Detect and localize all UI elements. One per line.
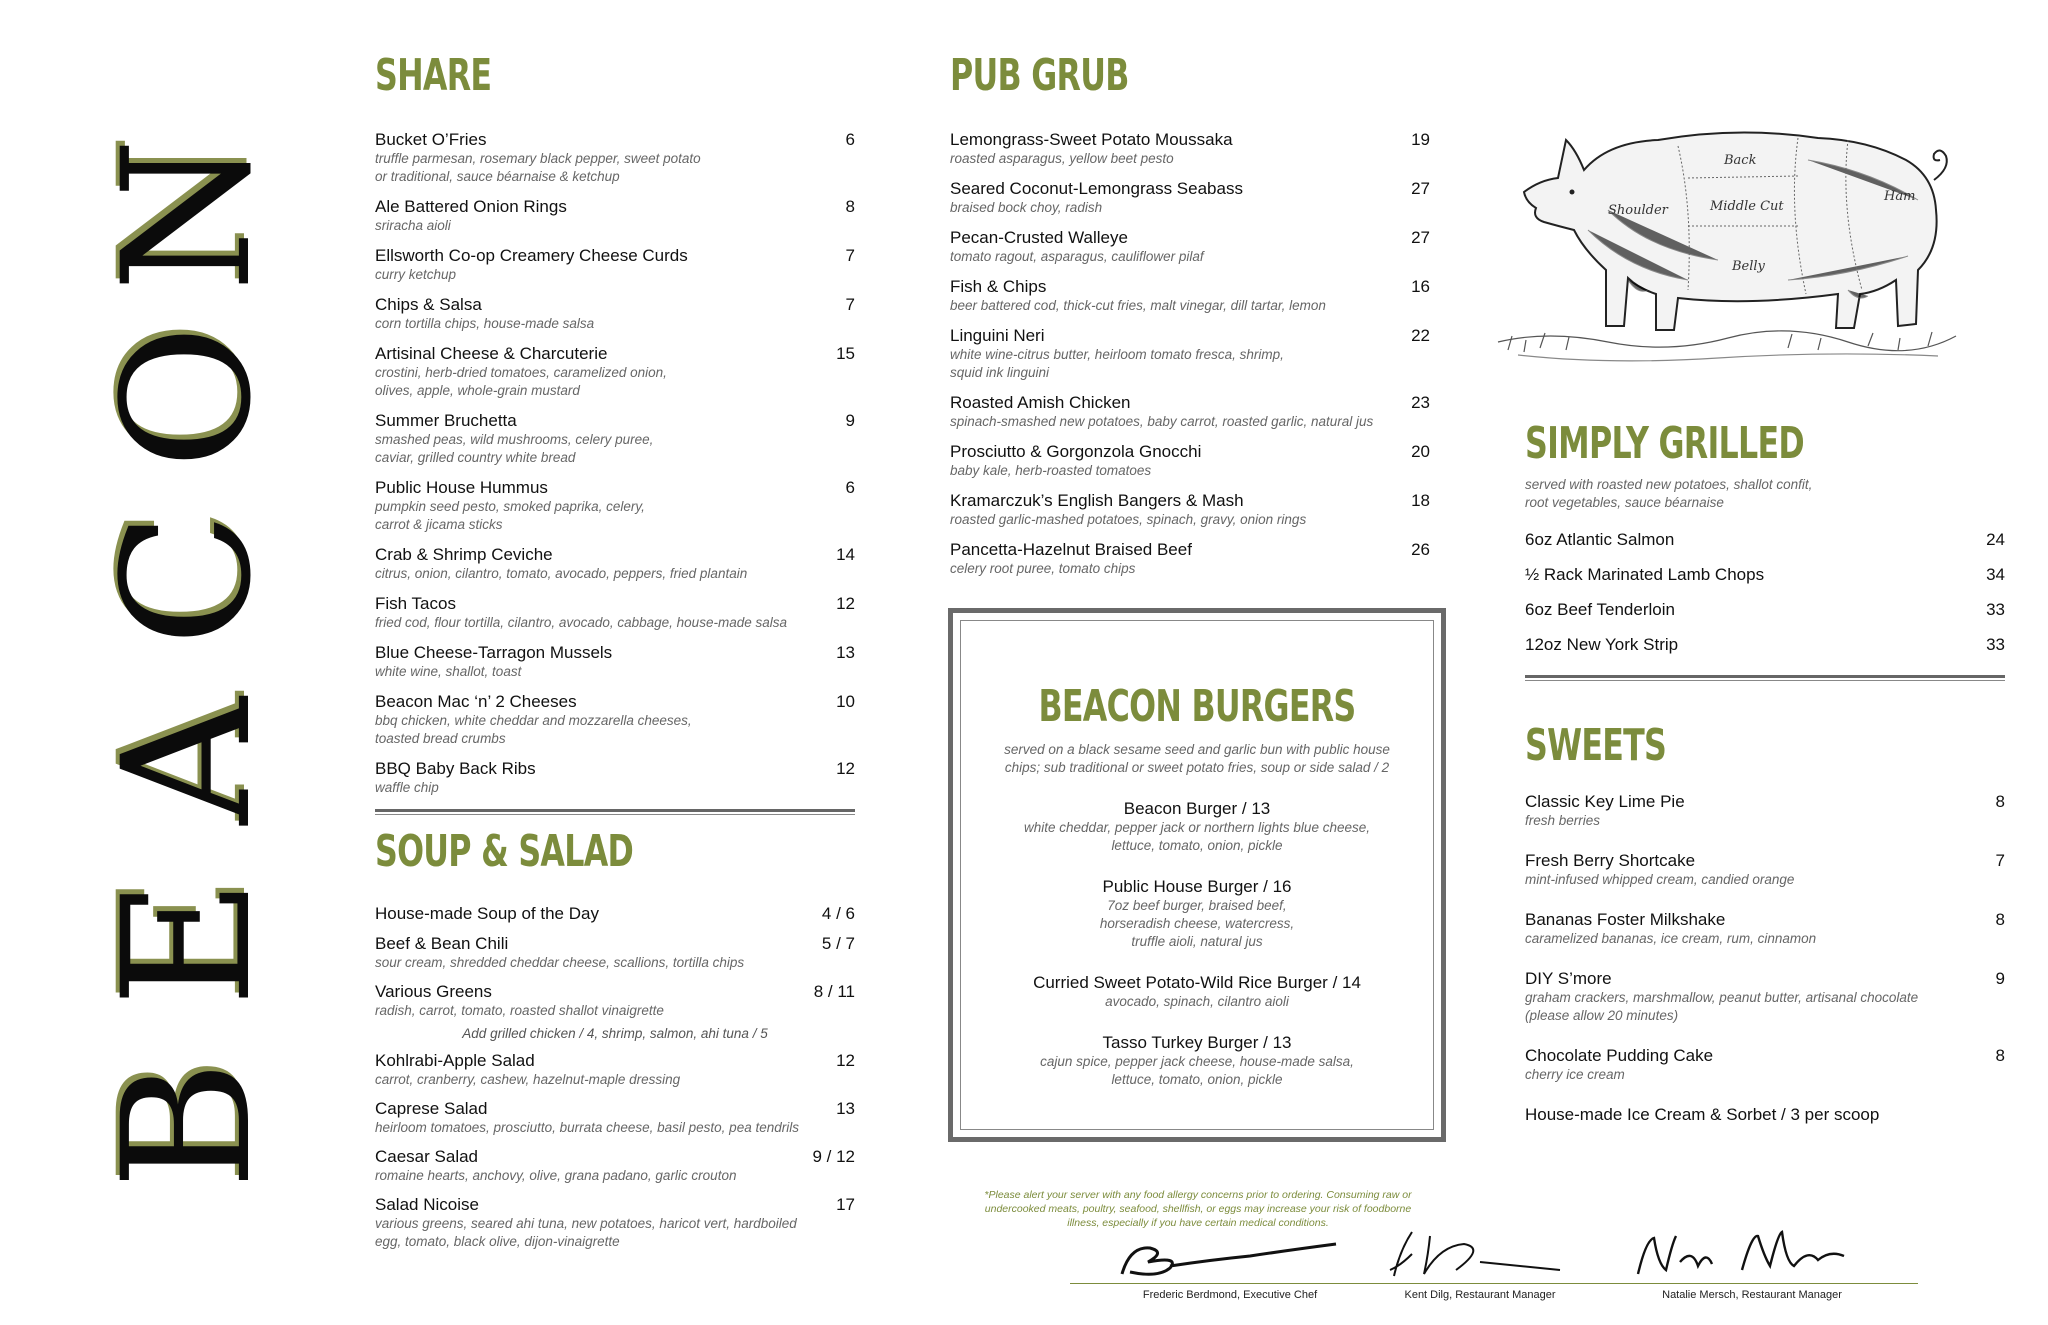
item-desc: mint-infused whipped cream, candied orange bbox=[1525, 872, 1795, 888]
menu-item bbox=[950, 130, 1430, 168]
item-price: 8 bbox=[1995, 910, 2005, 930]
cut-label-ham: Ham bbox=[1884, 189, 1916, 204]
menu-item bbox=[375, 1195, 855, 1251]
brand-wordmark bbox=[85, 130, 290, 1210]
item-name: Chips & Salsa bbox=[375, 295, 482, 315]
item-price: 24 bbox=[1986, 530, 2005, 550]
item-price: 12 bbox=[836, 1051, 855, 1071]
brand-letter: O bbox=[85, 324, 290, 470]
item-price: 7 bbox=[845, 295, 855, 315]
item-price: 13 bbox=[836, 1099, 855, 1119]
item-desc: beer battered cod, thick-cut fries, malt vinegar, dill tartar, lemon bbox=[950, 298, 1326, 314]
brand-letter: C bbox=[85, 511, 290, 647]
item-price: 13 bbox=[836, 643, 855, 663]
item-price: 8 bbox=[845, 197, 855, 217]
menu-item bbox=[950, 228, 1430, 266]
burger-name: Tasso Turkey Burger / 13 bbox=[1102, 1033, 1292, 1053]
signature-caption: Frederic Berdmond, Executive Chef bbox=[1142, 1289, 1318, 1301]
burger-desc: 7oz beef burger, braised beef, horseradish cheese, watercress, truffle aioli, natural jus bbox=[1099, 898, 1295, 950]
menu-item bbox=[375, 1099, 855, 1137]
item-name: Kramarczuk’s English Bangers & Mash bbox=[950, 491, 1244, 511]
pub-grub-list bbox=[950, 130, 1430, 578]
item-desc: fried cod, flour tortilla, cilantro, avocado, cabbage, house-made salsa bbox=[375, 615, 787, 631]
menu-item bbox=[1525, 792, 2005, 830]
burgers-title: BEACON BURGERS bbox=[1038, 681, 1356, 732]
item-price: 6 bbox=[845, 130, 855, 150]
pig-eye bbox=[1570, 190, 1575, 195]
menu-item bbox=[1525, 565, 2005, 585]
menu-item bbox=[375, 1051, 855, 1089]
item-desc: bbq chicken, white cheddar and mozzarella cheeses, toasted bread crumbs bbox=[375, 713, 692, 747]
pig-tail bbox=[1934, 150, 1947, 180]
menu-item bbox=[1525, 1046, 2005, 1084]
burger-desc: white cheddar, pepper jack or northern lights blue cheese, lettuce, tomato, onion, pickle bbox=[1024, 820, 1370, 854]
menu-item bbox=[950, 277, 1430, 315]
item-name: Kohlrabi-Apple Salad bbox=[375, 1051, 535, 1071]
item-desc: fresh berries bbox=[1525, 813, 1601, 829]
item-price: 26 bbox=[1411, 540, 1430, 560]
item-desc: truffle parmesan, rosemary black pepper, sweet potato or traditional, sauce béarnaise & ketchup bbox=[375, 151, 701, 185]
item-name: Artisinal Cheese & Charcuterie bbox=[375, 344, 608, 364]
item-desc: curry ketchup bbox=[375, 267, 457, 283]
item-name: House-made Soup of the Day bbox=[375, 904, 599, 924]
item-desc: smashed peas, wild mushrooms, celery puree, caviar, grilled country white bread bbox=[375, 432, 654, 466]
item-desc: tomato ragout, asparagus, cauliflower pilaf bbox=[950, 249, 1204, 265]
menu-item bbox=[950, 326, 1430, 382]
item-price: 33 bbox=[1986, 635, 2005, 655]
item-name: Caprese Salad bbox=[375, 1099, 488, 1119]
item-price: 8 bbox=[1995, 792, 2005, 812]
cut-label-belly: Belly bbox=[1732, 259, 1765, 274]
item-desc: white wine-citrus butter, heirloom tomato fresca, shrimp, squid ink linguini bbox=[950, 347, 1284, 381]
cut-label-shoulder: Shoulder bbox=[1608, 203, 1668, 218]
item-name: Fresh Berry Shortcake bbox=[1525, 851, 1696, 871]
item-name: DIY S’more bbox=[1525, 969, 1612, 989]
item-price: 15 bbox=[836, 344, 855, 364]
item-name: Classic Key Lime Pie bbox=[1525, 792, 1685, 812]
burgers-note: served on a black sesame seed and garlic bun with public house chips; sub traditional or sweet potato fries, soup or side salad / 2 bbox=[1004, 742, 1390, 776]
item-price: 8 / 11 bbox=[813, 982, 855, 1002]
item-desc: crostini, herb-dried tomatoes, caramelized onion, olives, apple, whole-grain mustard bbox=[375, 365, 667, 399]
burger-name: Beacon Burger / 13 bbox=[1123, 799, 1271, 819]
simply-grilled-note: served with roasted new potatoes, shallot confit, root vegetables, sauce béarnaise bbox=[1525, 477, 1813, 511]
sweets-title: SWEETS bbox=[1525, 720, 1667, 771]
item-price: 27 bbox=[1411, 228, 1430, 248]
item-desc: roasted asparagus, yellow beet pesto bbox=[950, 151, 1174, 167]
cut-label-middle-cut: Middle Cut bbox=[1710, 199, 1784, 214]
brand-letter: E bbox=[85, 878, 290, 1008]
item-desc: celery root puree, tomato chips bbox=[950, 561, 1136, 577]
menu-item bbox=[950, 540, 1430, 578]
burger-item bbox=[961, 1033, 1433, 1089]
menu-item bbox=[950, 179, 1430, 217]
share-section bbox=[375, 52, 855, 815]
item-name: Ale Battered Onion Rings bbox=[375, 197, 567, 217]
brand-letter: N bbox=[85, 138, 290, 292]
burger-desc: avocado, spinach, cilantro aioli bbox=[1105, 994, 1289, 1010]
sweets-section bbox=[1525, 722, 2005, 1125]
simply-grilled-list bbox=[1525, 530, 2005, 655]
menu-item bbox=[950, 491, 1430, 529]
item-desc: baby kale, herb-roasted tomatoes bbox=[950, 463, 1152, 479]
menu-item bbox=[375, 478, 855, 534]
item-desc: spinach-smashed new potatoes, baby carrot, roasted garlic, natural jus bbox=[950, 414, 1374, 430]
item-name: Fish & Chips bbox=[950, 277, 1047, 297]
item-desc: sriracha aioli bbox=[375, 218, 451, 234]
item-name: BBQ Baby Back Ribs bbox=[375, 759, 536, 779]
menu-item bbox=[375, 1147, 855, 1185]
item-name: Prosciutto & Gorgonzola Gnocchi bbox=[950, 442, 1202, 462]
item-addon: Add grilled chicken / 4, shrimp, salmon, ahi tuna / 5 bbox=[462, 1026, 768, 1042]
item-price: 10 bbox=[836, 692, 855, 712]
burger-desc: cajun spice, pepper jack cheese, house-made salsa, lettuce, tomato, onion, pickle bbox=[1040, 1054, 1354, 1088]
cut-label-back: Back bbox=[1724, 153, 1757, 168]
item-price: 23 bbox=[1411, 393, 1430, 413]
menu-item bbox=[375, 643, 855, 681]
item-price: 9 bbox=[1995, 969, 2005, 989]
item-price: 7 bbox=[845, 246, 855, 266]
item-desc: carrot, cranberry, cashew, hazelnut-maple dressing bbox=[375, 1072, 681, 1088]
item-name: Bananas Foster Milkshake bbox=[1525, 910, 1726, 930]
signature-manager-1 bbox=[1360, 1226, 1600, 1284]
item-name: 6oz Atlantic Salmon bbox=[1525, 530, 1675, 550]
allergy-disclaimer: *Please alert your server with any food allergy concerns prior to ordering. Consuming raw or undercooked meats, poultry, seafood, shellfish, or eggs may increase your risk of foodborne illness, especially if you have certain medical conditions. bbox=[984, 1189, 1412, 1229]
item-name: Beef & Bean Chili bbox=[375, 934, 509, 954]
burger-item bbox=[961, 973, 1433, 1011]
item-price: 5 / 7 bbox=[821, 934, 855, 954]
item-price: 17 bbox=[836, 1195, 855, 1215]
item-price: 6 bbox=[845, 478, 855, 498]
sweets-list bbox=[1525, 792, 2005, 1084]
item-name: Fish Tacos bbox=[375, 594, 456, 614]
burger-name: Curried Sweet Potato-Wild Rice Burger / 14 bbox=[1033, 973, 1361, 993]
menu-item bbox=[375, 934, 855, 972]
item-name: Pancetta-Hazelnut Braised Beef bbox=[950, 540, 1192, 560]
item-name: Bucket O’Fries bbox=[375, 130, 487, 150]
section-divider bbox=[1525, 675, 2005, 681]
item-desc: pumpkin seed pesto, smoked paprika, celery, carrot & jicama sticks bbox=[375, 499, 645, 533]
item-name: Public House Hummus bbox=[375, 478, 548, 498]
burgers-box bbox=[948, 608, 1446, 1142]
item-price: 34 bbox=[1986, 565, 2005, 585]
item-name: Lemongrass-Sweet Potato Moussaka bbox=[950, 130, 1233, 150]
menu-item bbox=[1525, 530, 2005, 550]
item-name: 6oz Beef Tenderloin bbox=[1525, 600, 1675, 620]
item-price: 4 / 6 bbox=[821, 904, 855, 924]
signature-caption: Kent Dilg, Restaurant Manager bbox=[1404, 1289, 1556, 1301]
item-name: Chocolate Pudding Cake bbox=[1525, 1046, 1714, 1066]
menu-item bbox=[375, 295, 855, 333]
item-name: Salad Nicoise bbox=[375, 1195, 479, 1215]
item-desc: white wine, shallot, toast bbox=[375, 664, 522, 680]
menu-item bbox=[375, 130, 855, 186]
menu-item bbox=[1525, 969, 2005, 1025]
burger-name: Public House Burger / 16 bbox=[1102, 877, 1292, 897]
item-price: 12 bbox=[836, 759, 855, 779]
item-desc: various greens, seared ahi tuna, new potatoes, haricot vert, hardboiled egg, tomato, black olive, dijon-vinaigrette bbox=[375, 1216, 797, 1250]
item-price: 18 bbox=[1411, 491, 1430, 511]
menu-item bbox=[375, 982, 855, 1041]
menu-item bbox=[950, 442, 1430, 480]
simply-grilled-title: SIMPLY GRILLED bbox=[1525, 418, 1804, 469]
sweets-extra-item: House-made Ice Cream & Sorbet / 3 per scoop bbox=[1525, 1105, 1880, 1125]
item-price: 8 bbox=[1995, 1046, 2005, 1066]
item-price: 9 / 12 bbox=[812, 1147, 855, 1167]
item-name: Summer Bruchetta bbox=[375, 411, 517, 431]
signature-caption: Natalie Mersch, Restaurant Manager bbox=[1662, 1289, 1842, 1301]
soup-salad-list bbox=[375, 904, 855, 1251]
menu-item bbox=[375, 904, 855, 924]
item-price: 9 bbox=[845, 411, 855, 431]
item-desc: roasted garlic-mashed potatoes, spinach, gravy, onion rings bbox=[950, 512, 1307, 528]
item-desc: sour cream, shredded cheddar cheese, scallions, tortilla chips bbox=[375, 955, 745, 971]
item-name: Beacon Mac ‘n’ 2 Cheeses bbox=[375, 692, 577, 712]
signature-chef bbox=[1110, 1226, 1350, 1284]
burger-item bbox=[961, 799, 1433, 855]
menu-item bbox=[375, 246, 855, 284]
item-price: 14 bbox=[836, 545, 855, 565]
share-list bbox=[375, 130, 855, 797]
section-divider bbox=[375, 809, 855, 815]
signature-manager-2 bbox=[1632, 1226, 1872, 1284]
menu-item bbox=[375, 545, 855, 583]
item-desc: citrus, onion, cilantro, tomato, avocado, peppers, fried plantain bbox=[375, 566, 748, 582]
item-name: Seared Coconut-Lemongrass Seabass bbox=[950, 179, 1243, 199]
pub-grub-title: PUB GRUB bbox=[950, 50, 1129, 101]
soup-salad-section bbox=[375, 828, 855, 1261]
item-price: 19 bbox=[1411, 130, 1430, 150]
item-name: Blue Cheese-Tarragon Mussels bbox=[375, 643, 613, 663]
item-name: Ellsworth Co-op Creamery Cheese Curds bbox=[375, 246, 688, 266]
brand-letter: B bbox=[85, 1060, 290, 1190]
burger-item bbox=[961, 877, 1433, 951]
item-price: 27 bbox=[1411, 179, 1430, 199]
burgers-inner-frame bbox=[960, 620, 1434, 1130]
menu-item bbox=[1525, 635, 2005, 655]
item-price: 12 bbox=[836, 594, 855, 614]
ground-grass bbox=[1498, 331, 1956, 361]
menu-item bbox=[375, 197, 855, 235]
brand-letter: A bbox=[85, 697, 290, 825]
menu-item bbox=[375, 594, 855, 632]
menu-item bbox=[1525, 851, 2005, 889]
simply-grilled-section bbox=[1525, 420, 2005, 681]
item-desc: cherry ice cream bbox=[1525, 1067, 1625, 1083]
item-name: Pecan-Crusted Walleye bbox=[950, 228, 1128, 248]
pig-cuts-illustration bbox=[1488, 80, 1960, 380]
menu-item bbox=[375, 344, 855, 400]
menu-item bbox=[1525, 600, 2005, 620]
item-name: Linguini Neri bbox=[950, 326, 1045, 346]
menu-item bbox=[375, 692, 855, 748]
item-desc: heirloom tomatoes, prosciutto, burrata cheese, basil pesto, pea tendrils bbox=[375, 1120, 799, 1136]
signature-baseline bbox=[1070, 1283, 1918, 1284]
item-price: 22 bbox=[1411, 326, 1430, 346]
item-desc: corn tortilla chips, house-made salsa bbox=[375, 316, 595, 332]
item-name: 12oz New York Strip bbox=[1525, 635, 1679, 655]
menu-item bbox=[375, 759, 855, 797]
item-name: Caesar Salad bbox=[375, 1147, 479, 1167]
item-desc: romaine hearts, anchovy, olive, grana padano, garlic crouton bbox=[375, 1168, 737, 1184]
soup-salad-title: SOUP & SALAD bbox=[375, 826, 634, 877]
menu-item bbox=[1525, 910, 2005, 948]
pub-grub-section bbox=[950, 52, 1430, 589]
share-title: SHARE bbox=[375, 50, 492, 101]
item-desc: braised bock choy, radish bbox=[950, 200, 1103, 216]
item-price: 20 bbox=[1411, 442, 1430, 462]
menu-item bbox=[375, 411, 855, 467]
menu-item bbox=[950, 393, 1430, 431]
item-desc: waffle chip bbox=[375, 780, 439, 796]
item-price: 33 bbox=[1986, 600, 2005, 620]
item-price: 7 bbox=[1995, 851, 2005, 871]
item-name: Various Greens bbox=[375, 982, 492, 1002]
item-desc: radish, carrot, tomato, roasted shallot vinaigrette bbox=[375, 1003, 664, 1019]
item-desc: graham crackers, marshmallow, peanut butter, artisanal chocolate (please allow 20 minutes) bbox=[1525, 990, 1919, 1024]
item-name: ½ Rack Marinated Lamb Chops bbox=[1525, 565, 1765, 585]
item-name: Crab & Shrimp Ceviche bbox=[375, 545, 553, 565]
item-desc: caramelized bananas, ice cream, rum, cinnamon bbox=[1525, 931, 1817, 947]
item-name: Roasted Amish Chicken bbox=[950, 393, 1131, 413]
item-price: 16 bbox=[1411, 277, 1430, 297]
